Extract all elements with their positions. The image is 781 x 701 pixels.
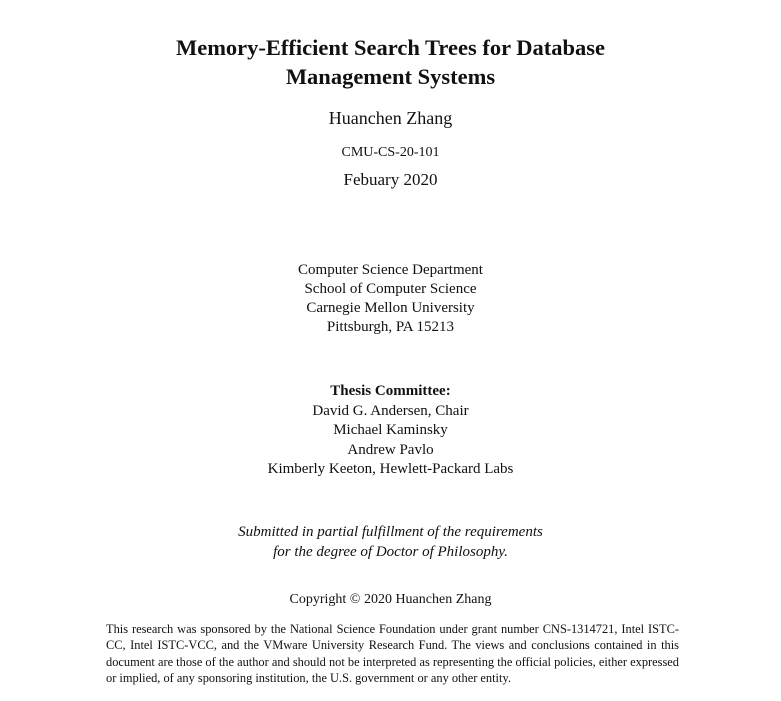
committee-member: Michael Kaminsky bbox=[333, 422, 448, 438]
address-school: School of Computer Science bbox=[304, 281, 477, 297]
thesis-title bbox=[0, 33, 781, 91]
address-department: Computer Science Department bbox=[298, 262, 483, 278]
degree-statement bbox=[0, 522, 781, 562]
thesis-committee bbox=[0, 382, 781, 480]
committee-member: Andrew Pavlo bbox=[347, 441, 434, 458]
address-city: Pittsburgh, PA 15213 bbox=[326, 319, 455, 335]
thesis-title-line-1: Memory-Efficient Search Trees for Database bbox=[175, 35, 606, 60]
address-university: Carnegie Mellon University bbox=[306, 300, 475, 316]
committee-member: Kimberly Keeton, Hewlett-Packard Labs bbox=[267, 461, 514, 477]
institution-address bbox=[0, 261, 781, 337]
report-number: CMU-CS-20-101 bbox=[341, 145, 440, 160]
author-name: Huanchen Zhang bbox=[328, 108, 453, 128]
thesis-title-line-2: Management Systems bbox=[285, 64, 496, 89]
degree-statement-line-1: Submitted in partial fulfillment of the requirements bbox=[238, 524, 543, 540]
funding-note: This research was sponsored by the National Science Foundation under grant number CNS-1314721, Intel ISTC-CC, Intel ISTC-VCC, and the VMware University Research Fund. The views and conclusions contained in this document are those of the author and should not be interpreted as representing the official policies, either expressed or implied, of any sponsoring institution, the U.S. government or any other entity. bbox=[106, 622, 679, 686]
publication-date: Febuary 2020 bbox=[343, 170, 438, 189]
copyright-notice: Copyright © 2020 Huanchen Zhang bbox=[289, 592, 492, 607]
degree-statement-line-2: for the degree of Doctor of Philosophy. bbox=[273, 544, 508, 560]
committee-member: David G. Andersen, Chair bbox=[312, 402, 469, 419]
committee-heading: Thesis Committee: bbox=[330, 383, 451, 399]
